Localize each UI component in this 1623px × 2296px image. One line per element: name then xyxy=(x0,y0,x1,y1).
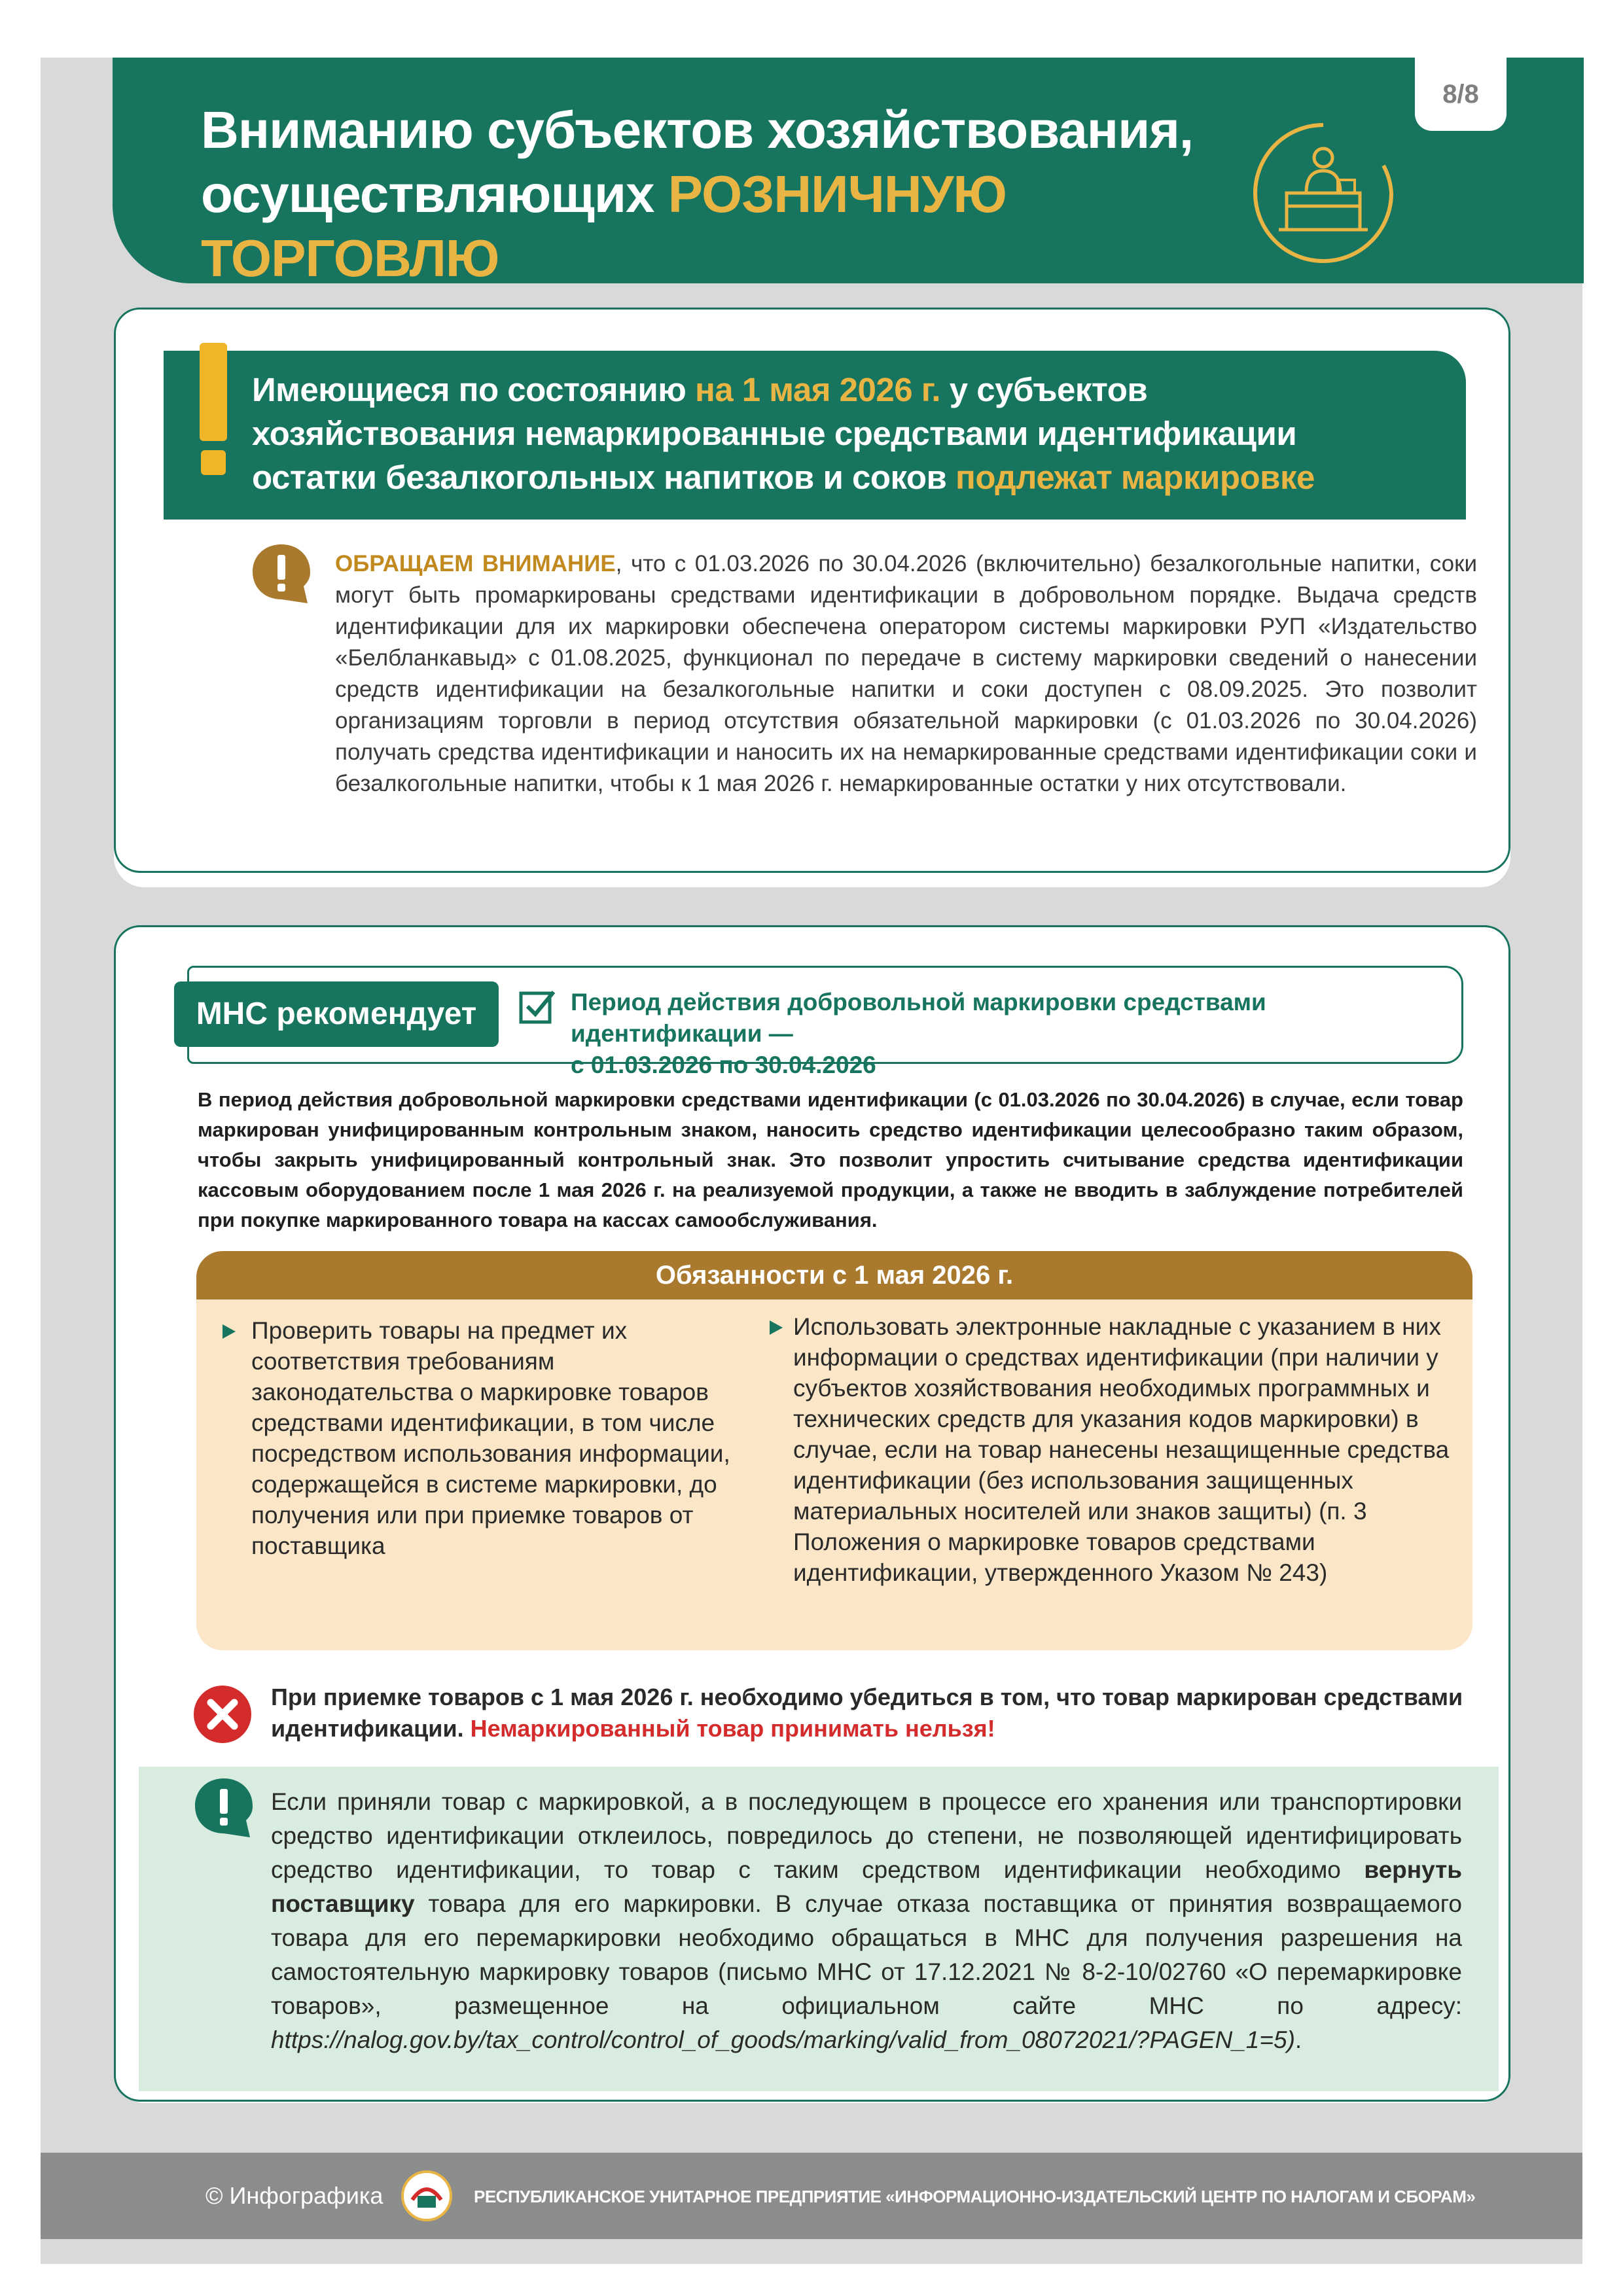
footer-organization: РЕСПУБЛИКАНСКОЕ УНИТАРНОЕ ПРЕДПРИЯТИЕ «ИНФОРМАЦИОННО-ИЗДАТЕЛЬСКИЙ ЦЕНТР ПО НАЛОГАМ И СБОРАМ» xyxy=(474,2187,1476,2206)
title-accent: РОЗНИЧНУЮ ТОРГОВЛЮ xyxy=(201,165,1007,287)
checkbox-checked-icon xyxy=(518,988,556,1026)
page-title xyxy=(201,98,1313,291)
recommendation-paragraph: В период действия добровольной маркировки средствами идентификации (с 01.03.2026 по 30.04.2026) в случае, если товар маркирован унифицированным контрольным знаком, наносить средство идентификации целесообразно таким образом, чтобы закрыть унифицированный контрольный знак. Это позволит упростить считывание средства идентификации кассовым оборудованием после 1 мая 2026 г. на реализуемой продукции, а также не вводить в заблуждение потребителей при покупке маркированного товара на кассах самообслуживания. xyxy=(198,1088,1463,1231)
info-period: . xyxy=(1294,2026,1302,2053)
alert-banner xyxy=(164,351,1466,520)
note-lead: ОБРАЩАЕМ ВНИМАНИЕ xyxy=(335,551,616,576)
info-text-start: Если приняли товар с маркировкой, а в последующем в процессе его хранения или транспортировки средство идентификации отклеилось, повредилось до степени, не позволяющей идентифицировать средство идентификации, то товар с таким средством идентификации необходимо xyxy=(271,1788,1462,1883)
prohibited-x-icon xyxy=(191,1683,254,1746)
title-line-1: Вниманию субъектов хозяйствования, xyxy=(201,101,1194,159)
exclamation-bar xyxy=(200,343,227,441)
return-info-text xyxy=(271,1785,1462,2057)
warning-text: При приемке товаров с 1 мая 2026 г. необходимо убедиться в том, что товар маркирован средствами идентификации. xyxy=(271,1684,1463,1742)
voluntary-period xyxy=(571,987,1448,1081)
info-bubble-icon xyxy=(190,1775,258,1840)
period-dates: с 01.03.2026 по 30.04.2026 xyxy=(571,1051,876,1078)
page-number: 8/8 xyxy=(1415,58,1507,131)
note-body: , что с 01.03.2026 по 30.04.2026 (включительно) безалкогольные напитки, соки могут быть промаркированы средствами идентификации в добровольном порядке. Выдача средств идентификации для их маркировки обеспечена оператором системы маркировки РУП «Издательство «Белбланкавыд» с 01.08.2025, функционал по передаче в систему маркировки сведений о нанесении средств идентификации на безалкогольные напитки и соки доступен с 08.09.2025. Это позволит организациям торговли в период отсутствия обязательной маркировки (с 01.03.2026 по 30.04.2026) получать средства идентификации и наносить их на немаркированные средствами идентификации соки и безалкогольные напитки, чтобы к 1 мая 2026 г. немаркированные остатки у них отсутствовали. xyxy=(335,551,1477,796)
page-footer xyxy=(41,2153,1582,2239)
warning-prohibition: Немаркированный товар принимать нельзя! xyxy=(470,1715,995,1742)
duties-heading: Обязанности с 1 мая 2026 г. xyxy=(196,1251,1472,1299)
title-line-2: осуществляющих xyxy=(201,165,668,223)
info-text-end: товара для его маркировки. В случае отказа поставщика от принятия возвращаемого товара для его перемаркировки необходимо обращаться в МНС для получения разрешения на самостоятельную маркировку товаров (письмо МНС от 17.12.2021 № 8-2-10/02760 «О перемаркировке товаров», размещенное на официальном сайте МНС по адресу: xyxy=(271,1890,1462,2019)
attention-bubble-icon xyxy=(247,540,315,606)
alert-text xyxy=(252,368,1417,499)
duty-item: Проверить товары на предмет их соответствия требованиям законодательства о маркировке товаров средствами идентификации, в том числе посредством использования информации, содержащейся в системе маркировки, до получения или при приемке товаров от поставщика xyxy=(251,1317,730,1559)
alert-text-middle: у субъектов хозяйствования немаркированные средствами идентификации остатки безалкогольных напитков и соков xyxy=(252,371,1297,496)
info-return-emphasis: вернуть поставщику xyxy=(271,1856,1462,1917)
ric-logo-icon xyxy=(401,2170,453,2222)
exclamation-icon xyxy=(200,343,227,478)
info-url[interactable]: https://nalog.gov.by/tax_control/control_of_goods/marking/valid_from_08072021/?PAGEN_1=5) xyxy=(271,2026,1295,2053)
retail-shop-icon xyxy=(1246,120,1400,264)
alert-action: подлежат маркировке xyxy=(955,459,1315,496)
period-line-1: Период действия добровольной маркировки средствами идентификации — xyxy=(571,989,1266,1047)
alert-text-start: Имеющиеся по состоянию xyxy=(252,371,695,408)
bullet-icon xyxy=(223,1324,236,1339)
alert-date: на 1 мая 2026 г. xyxy=(694,371,941,408)
bullet-icon xyxy=(770,1320,783,1335)
attention-note xyxy=(335,548,1477,800)
page-header xyxy=(113,58,1584,287)
recommendation-tag: МНС рекомендует xyxy=(174,981,499,1047)
exclamation-dot xyxy=(201,450,226,475)
duty-item: Использовать электронные накладные с указанием в них информации о средствах идентификации (при наличии у субъектов хозяйствования необходимых программных и технических средств для указания кодов маркировки) в случае, если на товар нанесены незащищенные средства идентификации (без использования защищенных материальных носителей или знаков защиты) (п. 3 Положения о маркировке товаров средствами идентификации, утвержденного Указом № 243) xyxy=(793,1313,1450,1586)
acceptance-warning xyxy=(271,1682,1475,1744)
footer-copyright: © Инфографика xyxy=(205,2182,383,2209)
